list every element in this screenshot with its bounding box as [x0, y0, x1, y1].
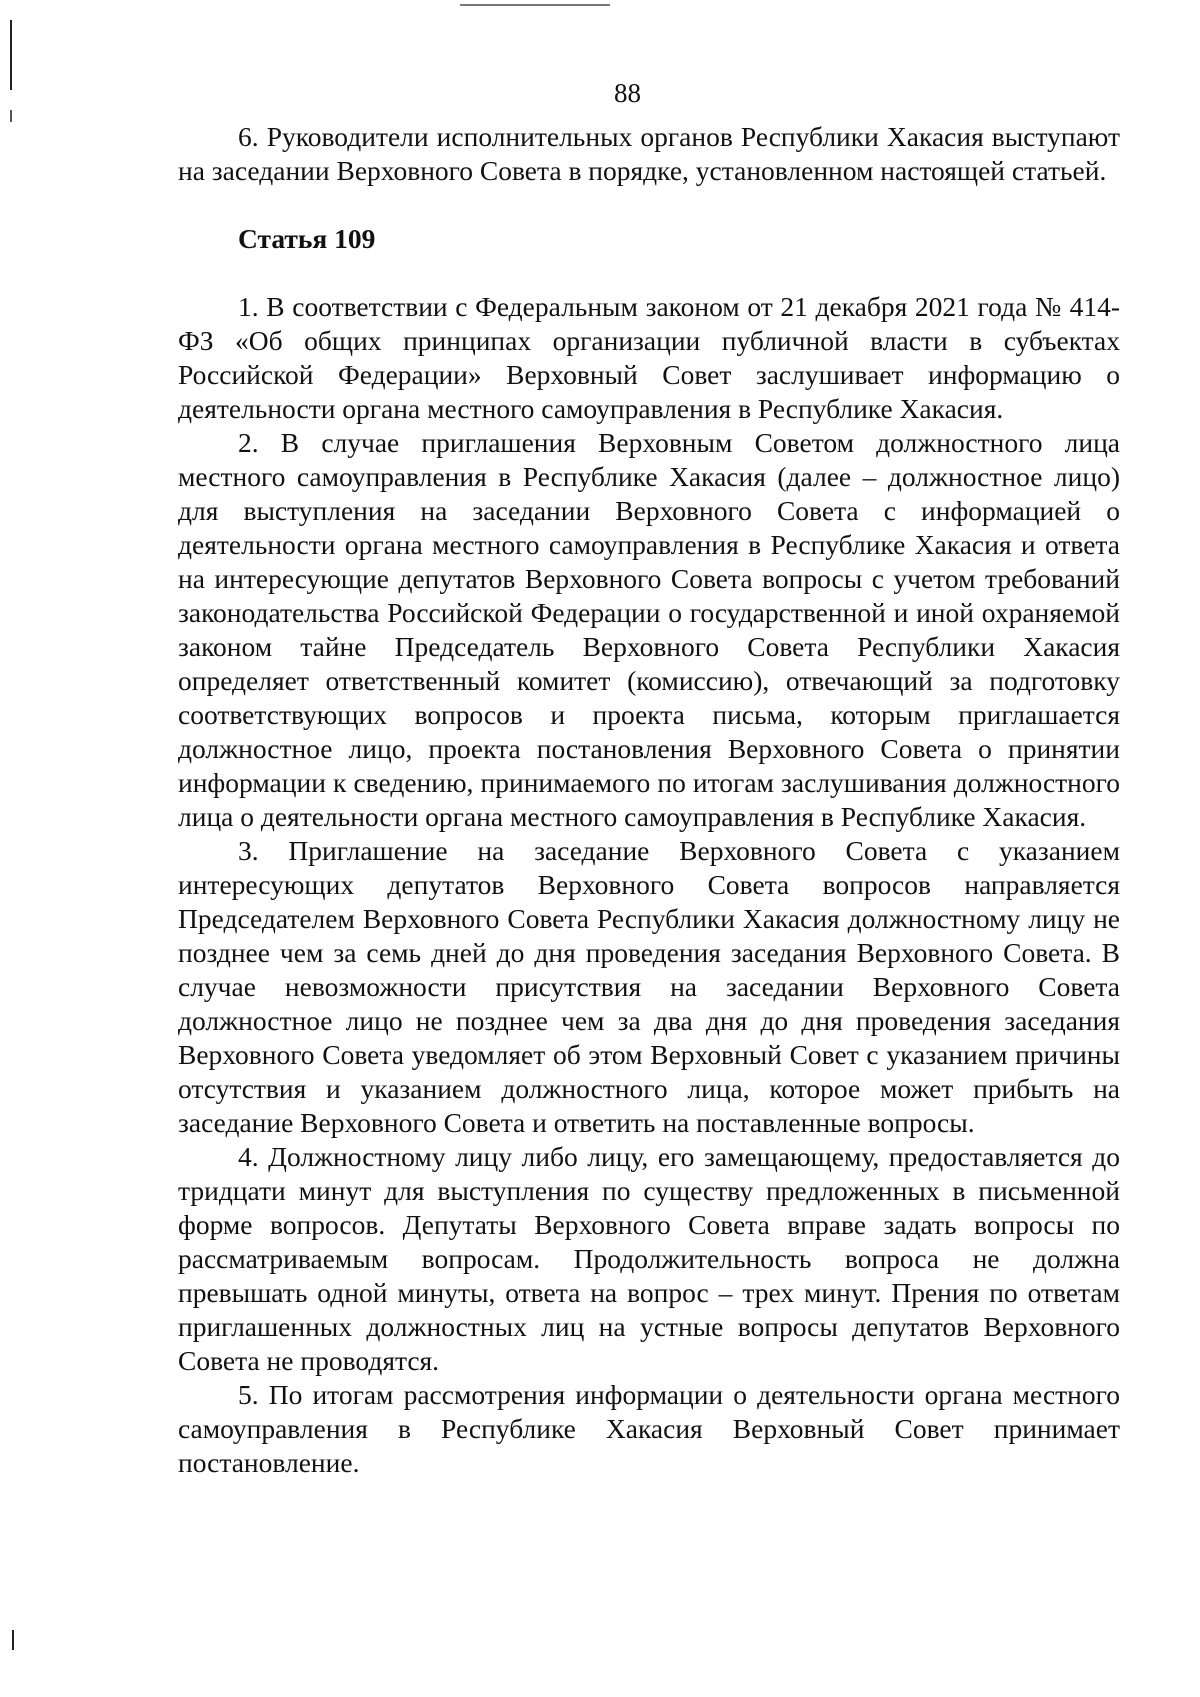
scan-artifact-mark — [12, 1630, 14, 1650]
article-paragraph-1: 1. В соответствии с Федеральным законом от 21 декабря 2021 года № 414-ФЗ «Об общих принципах организации публичной власти в субъектах Российской Федерации» Верховный Совет заслушивает информацию о деятельности органа местного самоуправления в Республике Хакасия. — [178, 291, 1120, 424]
scan-artifact-line — [460, 4, 610, 6]
article-paragraph-5: 5. По итогам рассмотрения информации о деятельности органа местного самоуправления в Республике Хакасия Верховный Совет принимает постановление. — [178, 1379, 1120, 1478]
article-paragraph-4: 4. Должностному лицу либо лицу, его замещающему, предоставляется до тридцати минут для выступления по существу предложенных в письменной форме вопросов. Депутаты Верховного Совета вправе задать вопросы по рассматриваемым вопросам. Продолжительность вопроса не должна превышать одной минуты, ответа на вопрос – трех минут. Прения по ответам приглашенных должностных лиц на устные вопросы депутатов Верховного Совета не проводятся. — [178, 1141, 1120, 1376]
scan-artifact-mark — [10, 110, 12, 122]
page-number: 88 — [614, 78, 641, 108]
paragraph-item-6: 6. Руководители исполнительных органов Республики Хакасия выступают на заседании Верховного Совета в порядке, установленном настоящей статьей. — [178, 121, 1120, 186]
article-paragraph-2: 2. В случае приглашения Верховным Советом должностного лица местного самоуправления в Республике Хакасия (далее – должностное лицо) для выступления на заседании Верховного Совета с информацией о деятельности органа местного самоуправления в Республике Хакасия и ответа на интересующие депутатов Верховного Совета вопросы с учетом требований законодательства Российской Федерации о государственной и иной охраняемой законом тайне Председатель Верховного Совета Республики Хакасия определяет ответственный комитет (комиссию), отвечающий за подготовку соответствующих вопросов и проекта письма, которым приглашается должностное лицо, проекта постановления Верховного Совета о принятии информации к сведению, принимаемого по итогам заслушивания должностного лица о деятельности органа местного самоуправления в Республике Хакасия. — [178, 427, 1120, 832]
article-paragraph-3: 3. Приглашение на заседание Верховного Совета с указанием интересующих депутатов Верховного Совета вопросов направляется Председателем Верховного Совета Республики Хакасия должностному лицу не позднее чем за семь дней до дня проведения заседания Верховного Совета. В случае невозможности присутствия на заседании Верховного Совета должностное лицо не позднее чем за два дня до дня проведения заседания Верховного Совета уведомляет об этом Верховный Совет с указанием причины отсутствия и указанием должностного лица, которое может прибыть на заседание Верховного Совета и ответить на поставленные вопросы. — [178, 835, 1120, 1138]
document-body — [178, 120, 1120, 1480]
article-title: Статья 109 — [238, 223, 376, 254]
